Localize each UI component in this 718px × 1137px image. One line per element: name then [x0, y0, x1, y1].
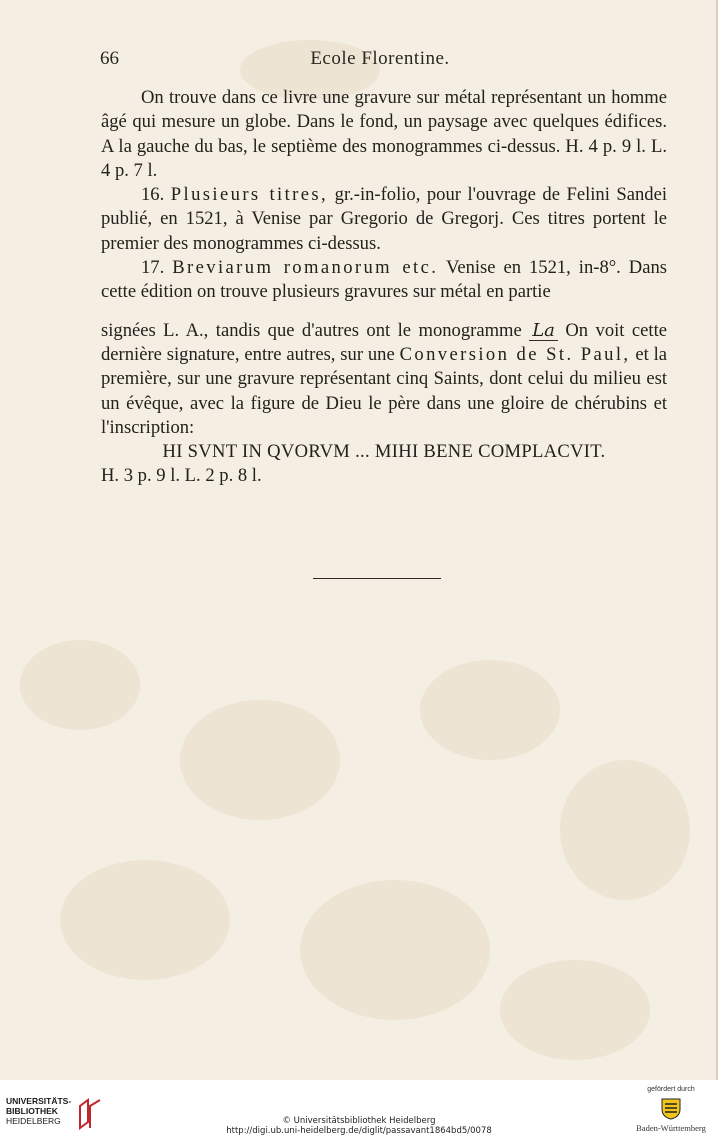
copyright-text: © Universitätsbibliothek Heidelberg — [282, 1116, 436, 1126]
body-text — [101, 86, 667, 489]
paragraph-17 — [101, 256, 667, 305]
permalink[interactable]: http://digi.ub.uni-heidelberg.de/diglit/passavant1864bd5/0078 — [226, 1126, 492, 1136]
paragraph-text: On trouve dans ce livre une gravure sur métal représentant un homme âgé qui mesure un globe. Dans le fond, un paysage avec quelques édifices. A la gauche du bas, le septième des monogrammes ci-dessus. H. 4 p. 9 l. L. 4 p. 7 l. — [101, 87, 667, 181]
library-line: BIBLIOTHEK — [6, 1106, 58, 1116]
entry-number: 16. — [141, 184, 165, 206]
spaced-title: Conversion de St. Paul, — [399, 343, 631, 365]
paper-stain — [420, 660, 560, 760]
paper-stain — [60, 860, 230, 980]
entry-title: Breviarum romanorum etc. — [172, 257, 439, 279]
library-line: HEIDELBERG — [6, 1116, 61, 1126]
section-divider — [313, 578, 441, 579]
paragraph-16 — [101, 183, 667, 256]
page-number: 66 — [100, 48, 119, 69]
funded-label: gefördert durch — [647, 1086, 695, 1093]
library-line: UNIVERSITÄTS- — [6, 1096, 72, 1106]
funding-notice — [632, 1086, 710, 1133]
entry-title: Plusieurs titres, — [170, 184, 329, 206]
copyright-notice — [0, 1116, 718, 1136]
paper-stain — [300, 880, 490, 1020]
paragraph-monogram — [101, 319, 667, 440]
coat-of-arms-icon — [660, 1096, 682, 1120]
entry-number: 17. — [141, 257, 165, 279]
dimensions: H. 3 p. 9 l. L. 2 p. 8 l. — [101, 465, 262, 487]
paragraph-text: signées L. A., tandis que d'autres ont le monogramme — [101, 319, 530, 341]
inscription: HI SVNT IN QVORVM ... MIHI BENE COMPLACVIT. — [162, 441, 606, 463]
entry-text: Venise en 1521, in-8°. Dans cette édition on trouve plusieurs gravures sur métal en partie — [101, 257, 667, 303]
footer — [0, 1080, 718, 1137]
paragraph-text: On voit cette dernière signature, entre autres, sur une — [101, 319, 667, 365]
paper-stain — [500, 960, 650, 1060]
page-header — [100, 48, 660, 72]
paper-stain — [560, 760, 690, 900]
monogram-mark: La — [529, 322, 558, 341]
running-title: Ecole Florentine. — [310, 48, 450, 69]
paragraph-text: et la première, sur une gravure représentant cinq Saints, dont celui du milieu est un évêque, avec la figure de Dieu le père dans une gloire de chérubins et l'inscription: — [101, 343, 668, 438]
entry-text: gr.-in-folio, pour l'ouvrage de Felini Sandei publié, en 1521, à Venise par Gregorio de Gregorj. Ces titres portent le premier des monogrammes ci-dessus. — [101, 184, 667, 254]
paper-stain — [20, 640, 140, 730]
paragraph-globe — [101, 86, 667, 183]
paper-stain — [180, 700, 340, 820]
funder-name: Baden-Württemberg — [636, 1123, 706, 1133]
